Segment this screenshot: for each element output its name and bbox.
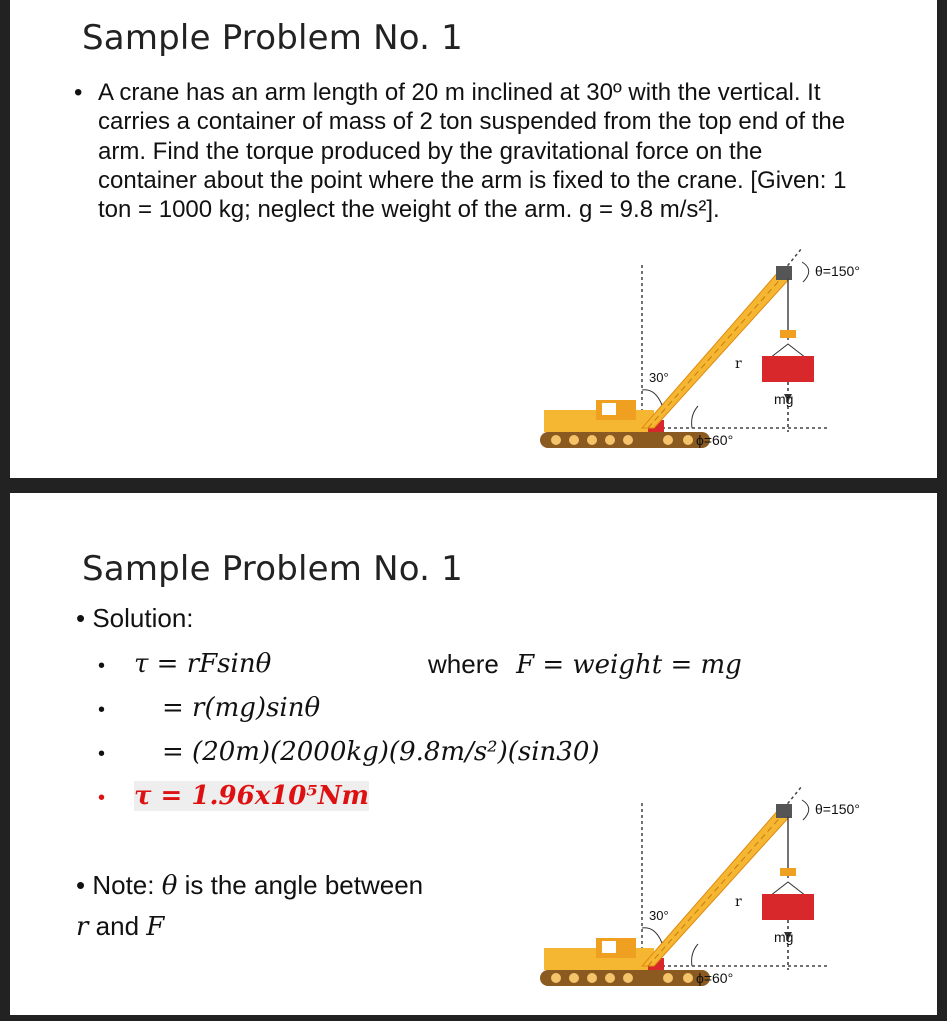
note-mid: is the angle between <box>184 870 424 900</box>
problem-statement <box>76 78 866 224</box>
note-prefix: Note: <box>92 870 155 900</box>
crane-diagram <box>530 778 860 993</box>
slide-title: Sample Problem No. 1 <box>82 18 463 58</box>
slide-title: Sample Problem No. 1 <box>82 549 463 589</box>
problem-text: A crane has an arm length of 20 m inclined at 30º with the vertical. It carries a container of mass of 2 ton suspended from the top end of the arm. Find the torque produced by the gravitational force on the container about the point where the arm is fixed to the crane. [Given: 1 ton = 1000 kg; neglect the weight of the arm. g = 9.8 m/s²]. <box>98 79 847 224</box>
crane-boom <box>642 270 790 428</box>
bullet: • <box>76 870 86 900</box>
where-equation: F = weight = mg <box>516 650 742 680</box>
boom-tip <box>776 266 792 280</box>
theta-label: θ=150° <box>815 263 860 279</box>
crane-diagram <box>530 240 860 455</box>
bullet: • <box>98 655 106 677</box>
slide-2 <box>10 493 937 1015</box>
bullet: • <box>98 787 106 809</box>
r-label: r <box>735 894 742 910</box>
equation-2: = r(mg)sinθ <box>162 693 321 723</box>
bullet: • <box>76 603 86 633</box>
container <box>762 356 814 382</box>
note <box>76 865 423 947</box>
mg-label: mg <box>774 391 794 407</box>
note-f: F <box>146 912 165 942</box>
bullet: • <box>98 743 106 765</box>
where-word: where <box>428 649 499 679</box>
angle-label: 30° <box>649 908 669 923</box>
slide-1 <box>10 0 937 478</box>
equation-3: = (20m)(2000kg)(9.8m/s²)(sin30) <box>162 737 600 767</box>
equation-1: τ = rFsinθ <box>134 649 272 679</box>
angle-label: 30° <box>649 370 669 385</box>
theta-label: θ=150° <box>815 801 860 817</box>
solution-text: Solution: <box>92 603 194 633</box>
r-label: r <box>735 356 742 372</box>
note-r: r <box>76 912 89 942</box>
where-clause <box>428 649 742 680</box>
bullet: • <box>74 79 83 106</box>
solution-label <box>76 603 194 634</box>
bullet: • <box>98 699 106 721</box>
mg-label: mg <box>774 929 794 945</box>
phi-label: ϕ=60° <box>696 432 734 448</box>
phi-label: ϕ=60° <box>696 970 734 986</box>
equation-result: τ = 1.96x10⁵Nm <box>134 781 370 811</box>
note-and: and <box>95 911 140 941</box>
note-theta: θ <box>161 871 178 901</box>
